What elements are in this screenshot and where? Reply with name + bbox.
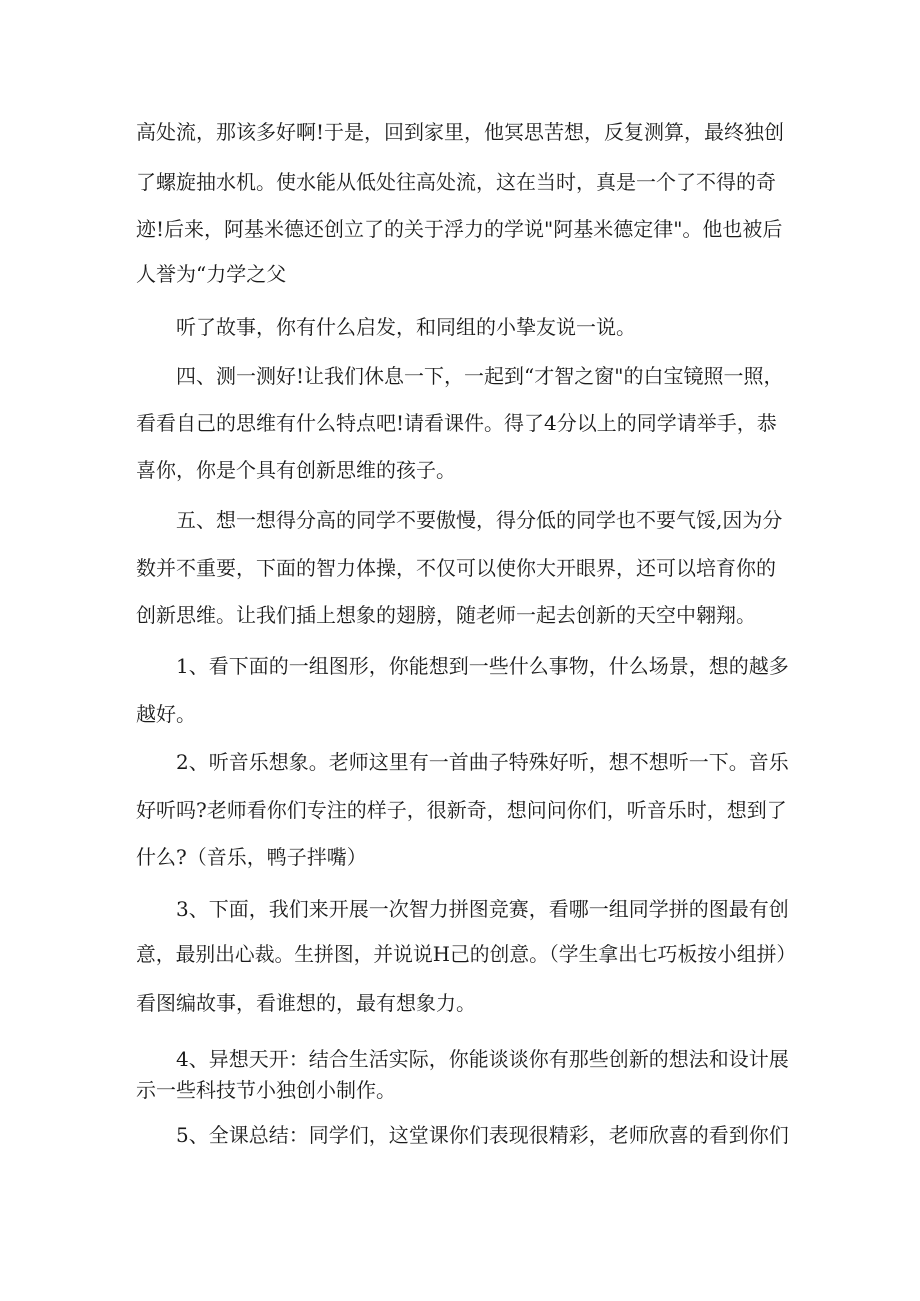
- text-line: 看图编故事，看谁想的，最有想象力。: [136, 991, 476, 1015]
- text-line: 听了故事，你有什么启发，和同组的小挚友说一说。: [176, 315, 636, 339]
- text-line: 好听吗?老师看你们专注的样子，很新奇，想问问你们，听音乐时，想到了: [136, 798, 787, 822]
- text-line: 四、测一测好!让我们休息一下，一起到“才智之窗"的白宝镜照一照，: [176, 364, 784, 388]
- text-line: 了螺旋抽水机。使水能从低处往高处流，这在当时，真是一个了不得的奇: [136, 170, 776, 194]
- text-line: 5、全课总结：同学们，这堂课你们表现很精彩，老师欣喜的看到你们: [176, 1123, 789, 1147]
- text-line: 3、下面，我们来开展一次智力拼图竞赛，看哪一组同学拼的图最有创: [176, 897, 789, 921]
- text-line: 迹!后来，阿基米德还创立了的关于浮力的学说"阿基米德定律"。他也被后: [136, 217, 783, 241]
- text-line: 意，最别出心裁。生拼图，并说说H己的创意。（学生拿出七巧板按小组拼）: [136, 943, 797, 966]
- text-line: 什么?（音乐，鸭子拌嘴）: [136, 845, 367, 869]
- text-line: 人誉为“力学之父: [136, 262, 287, 286]
- text-line: 1、看下面的一组图形，你能想到一些什么事物，什么场景，想的越多: [176, 654, 789, 678]
- text-line: 创新思维。让我们插上想象的翅膀，随老师一起去创新的天空中翱翔。: [136, 603, 756, 627]
- text-line: 高处流，那该多好啊!于是，回到家里，他冥思苦想，反复测算，最终独创: [136, 120, 785, 144]
- text-line: 喜你，你是个具有创新思维的孩子。: [136, 458, 456, 482]
- text-line: 数并不重要，下面的智力体操，不仅可以使你大开眼界，还可以培育你的: [136, 556, 776, 580]
- text-line: 越好。: [136, 702, 196, 726]
- text-line: 看看自己的思维有什么特点吧!请看课件。得了4分以上的同学请举手，恭: [136, 411, 777, 435]
- text-line: 2、听音乐想象。老师这里有一首曲子特殊好听，想不想听一下。音乐: [176, 750, 789, 774]
- text-line: 4、异想天开：结合生活实际，你能谈谈你有那些创新的想法和设计展: [176, 1047, 789, 1071]
- text-line: 五、想一想得分高的同学不要傲慢，得分低的同学也不要气馁,因为分: [176, 508, 783, 532]
- text-line: 示一些科技节小独创小制作。: [136, 1078, 396, 1102]
